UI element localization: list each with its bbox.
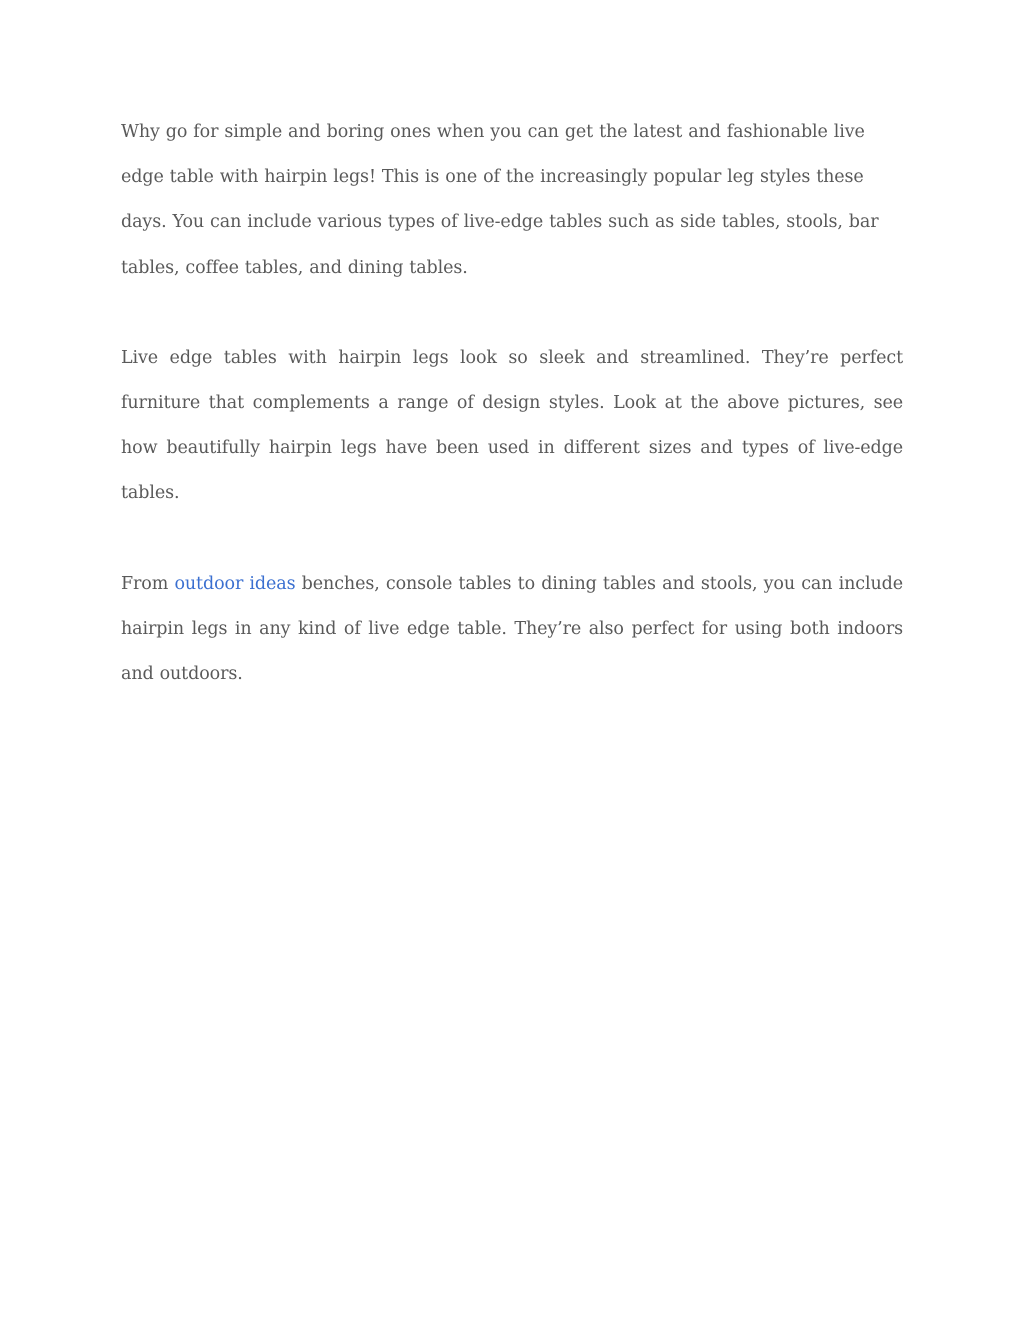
paragraph-sleek-design: Live edge tables with hairpin legs look so sleek and streamlined. They’re perfect furniture that complements a range of design styles. Look at the above pictures, see how beautifully hairpin legs have been used in different sizes and types of live-edge tables. bbox=[121, 347, 903, 504]
paragraph-outdoor-uses bbox=[121, 562, 903, 698]
paragraph-text-before-link: From bbox=[121, 573, 175, 594]
document-page bbox=[121, 110, 903, 742]
outdoor-ideas-link[interactable]: outdoor ideas bbox=[174, 573, 296, 594]
paragraph-hairpin-intro: Why go for simple and boring ones when you can get the latest and fashionable live edge table with hairpin legs! This is one of the increasingly popular leg styles these days. You can include various types of live-edge tables such as side tables, stools, bar tables, coffee tables, and dining tables. bbox=[121, 122, 879, 278]
paragraph-text-after-link: benches, console tables to dining tables and stools, you can include hairpin legs in any kind of live edge table. They’re also perfect for using both indoors and outdoors. bbox=[121, 573, 904, 685]
